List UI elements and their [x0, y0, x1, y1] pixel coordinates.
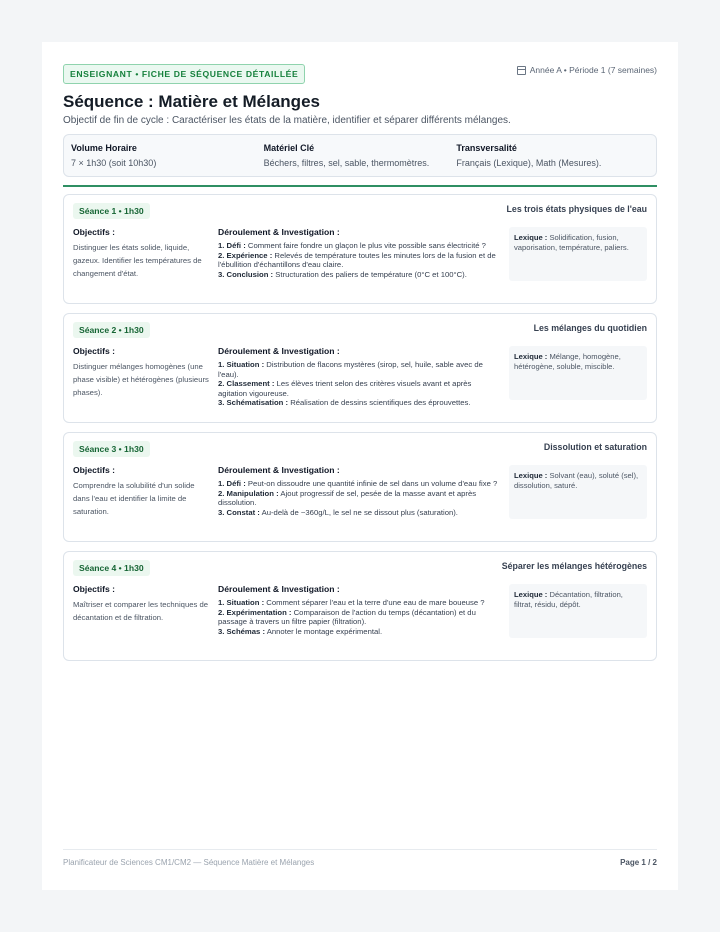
investigation-heading: Déroulement & Investigation :	[218, 584, 340, 594]
step-text: Les élèves trient selon des critères visuels avant et après agitation vigoureuse.	[218, 379, 472, 398]
info-value: Français (Lexique), Math (Mesures).	[456, 158, 602, 168]
session-list	[63, 194, 657, 661]
session-title: Les trois états physiques de l'eau	[506, 204, 647, 214]
session-card	[63, 194, 657, 304]
investigation-step	[218, 241, 501, 251]
page-number: Page 1 / 2	[620, 858, 657, 867]
objectives-heading: Objectifs :	[73, 227, 116, 237]
info-value: 7 × 1h30 (soit 10h30)	[71, 158, 157, 168]
objectives-text: Distinguer mélanges homogènes (une phase visible) et hétérogènes (plusieurs phases).	[73, 362, 209, 397]
step-label: 2. Expérimentation :	[218, 607, 292, 617]
info-transversal	[456, 143, 649, 168]
session-investigation	[218, 584, 501, 638]
session-body	[73, 346, 647, 408]
step-text: Peut-on dissoudre une quantité infinie de sel dans un volume d'eau fixe ?	[247, 479, 498, 488]
investigation-step	[218, 398, 501, 408]
lexicon-text: Décantation, filtration, filtrat, résidu, dépôt.	[514, 590, 623, 609]
session-objectives	[73, 346, 210, 408]
step-label: 1. Défi :	[218, 479, 246, 488]
step-label: 1. Défi :	[218, 241, 246, 250]
investigation-step	[218, 508, 501, 518]
session-label: Séance 2 • 1h30	[73, 322, 150, 338]
session-label: Séance 1 • 1h30	[73, 203, 150, 219]
session-objectives	[73, 227, 210, 281]
step-label: 3. Schématisation :	[218, 398, 289, 408]
step-text: Comment séparer l'eau et la terre d'une eau de mare boueuse ?	[266, 598, 485, 607]
investigation-step	[218, 489, 501, 508]
step-text: Annoter le montage expérimental.	[266, 626, 383, 636]
page-title: Séquence : Matière et Mélanges	[63, 92, 320, 111]
period-text: Année A • Période 1 (7 semaines)	[529, 65, 657, 75]
investigation-step	[218, 627, 501, 637]
header-row	[63, 64, 657, 84]
info-label: Matériel Clé	[263, 143, 315, 153]
section-divider	[63, 185, 657, 187]
step-text: Relevés de température toutes les minutes lors de la fusion et de l'ébullition d'échantillons d'eau claire.	[218, 250, 496, 270]
info-box	[63, 134, 657, 177]
lexicon-text: Solvant (eau), soluté (sel), dissolution, saturé.	[514, 471, 639, 490]
calendar-icon	[517, 66, 526, 75]
step-label: 1. Situation :	[218, 598, 265, 607]
session-header	[73, 441, 647, 461]
footer-title: Planificateur de Sciences CM1/CM2 — Séquence Matière et Mélanges	[63, 858, 315, 867]
session-card	[63, 313, 657, 423]
session-title: Dissolution et saturation	[543, 442, 647, 452]
info-label: Transversalité	[456, 143, 517, 153]
step-label: 2. Classement :	[218, 379, 275, 389]
document-page	[42, 42, 678, 890]
session-objectives	[73, 465, 210, 519]
session-header	[73, 322, 647, 342]
objectives-heading: Objectifs :	[73, 465, 116, 475]
period-meta	[517, 65, 657, 75]
lexicon-box	[509, 584, 647, 638]
step-text: Comment faire fondre un glaçon le plus vite possible sans électricité ?	[247, 241, 486, 250]
session-label: Séance 3 • 1h30	[73, 441, 150, 457]
lexicon-box	[509, 227, 647, 281]
session-header	[73, 560, 647, 580]
objectives-heading: Objectifs :	[73, 346, 116, 356]
session-title: Les mélanges du quotidien	[533, 323, 647, 333]
lexicon-text: Solidification, fusion, vaporisation, température, paliers.	[514, 233, 629, 252]
step-label: 3. Conclusion :	[218, 269, 274, 279]
investigation-heading: Déroulement & Investigation :	[218, 227, 340, 237]
step-label: 2. Expérience :	[218, 250, 273, 260]
lexicon-label: Lexique :	[514, 352, 548, 361]
step-label: 1. Situation :	[218, 360, 265, 369]
lexicon-box	[509, 465, 647, 519]
session-investigation	[218, 346, 501, 408]
investigation-step	[218, 251, 501, 270]
investigation-heading: Déroulement & Investigation :	[218, 465, 340, 475]
info-label: Volume Horaire	[71, 143, 137, 153]
session-investigation	[218, 465, 501, 519]
lexicon-label: Lexique :	[514, 471, 548, 480]
investigation-step	[218, 270, 501, 280]
info-value: Béchers, filtres, sel, sable, thermomètres.	[263, 158, 430, 168]
session-header	[73, 203, 647, 223]
session-body	[73, 465, 647, 519]
session-objectives	[73, 584, 210, 638]
step-label: 2. Manipulation :	[218, 488, 279, 498]
cycle-objective: Objectif de fin de cycle : Caractériser les états de la matière, identifier et séparer différents mélanges.	[63, 115, 511, 126]
session-body	[73, 227, 647, 281]
step-text: Ajout progressif de sel, pesée de la masse avant et après dissolution.	[218, 488, 477, 508]
investigation-step	[218, 379, 501, 398]
step-label: 3. Constat :	[218, 507, 260, 517]
objectives-text: Comprendre la solubilité d'un solide dans l'eau et identifier la limite de saturation.	[73, 481, 195, 516]
objectives-heading: Objectifs :	[73, 584, 116, 594]
session-investigation	[218, 227, 501, 281]
step-text: Comparaison de l'action du temps (décantation) et du passage à travers un filtre papier (filtration).	[218, 607, 476, 627]
session-label: Séance 4 • 1h30	[73, 560, 150, 576]
step-text: Distribution de flacons mystères (sirop, sel, huile, sable avec de l'eau).	[218, 360, 483, 379]
step-text: Réalisation de dessins scientifiques des éprouvettes.	[290, 398, 471, 408]
session-title: Séparer les mélanges hétérogènes	[501, 561, 647, 571]
lexicon-label: Lexique :	[514, 233, 548, 242]
role-badge: ENSEIGNANT • FICHE DE SÉQUENCE DÉTAILLÉE	[63, 64, 305, 84]
session-card	[63, 432, 657, 542]
info-material	[264, 143, 457, 168]
lexicon-box	[509, 346, 647, 400]
step-text: Au-delà de ~360g/L, le sel ne se dissout plus (saturation).	[261, 507, 458, 517]
investigation-step	[218, 479, 501, 489]
investigation-step	[218, 598, 501, 608]
investigation-step	[218, 608, 501, 627]
lexicon-text: Mélange, homogène, hétérogène, soluble, miscible.	[514, 352, 621, 371]
objectives-text: Distinguer les états solide, liquide, gazeux. Identifier les températures de changement d'état.	[73, 243, 202, 278]
session-body	[73, 584, 647, 638]
info-volume	[71, 143, 264, 168]
objectives-text: Maîtriser et comparer les techniques de décantation et de filtration.	[73, 600, 209, 622]
lexicon-label: Lexique :	[514, 590, 548, 599]
step-label: 3. Schémas :	[218, 626, 266, 636]
step-text: Structuration des paliers de température (0°C et 100°C).	[275, 269, 467, 279]
page-footer	[63, 849, 657, 867]
investigation-heading: Déroulement & Investigation :	[218, 346, 340, 356]
investigation-step	[218, 360, 501, 379]
session-card	[63, 551, 657, 661]
